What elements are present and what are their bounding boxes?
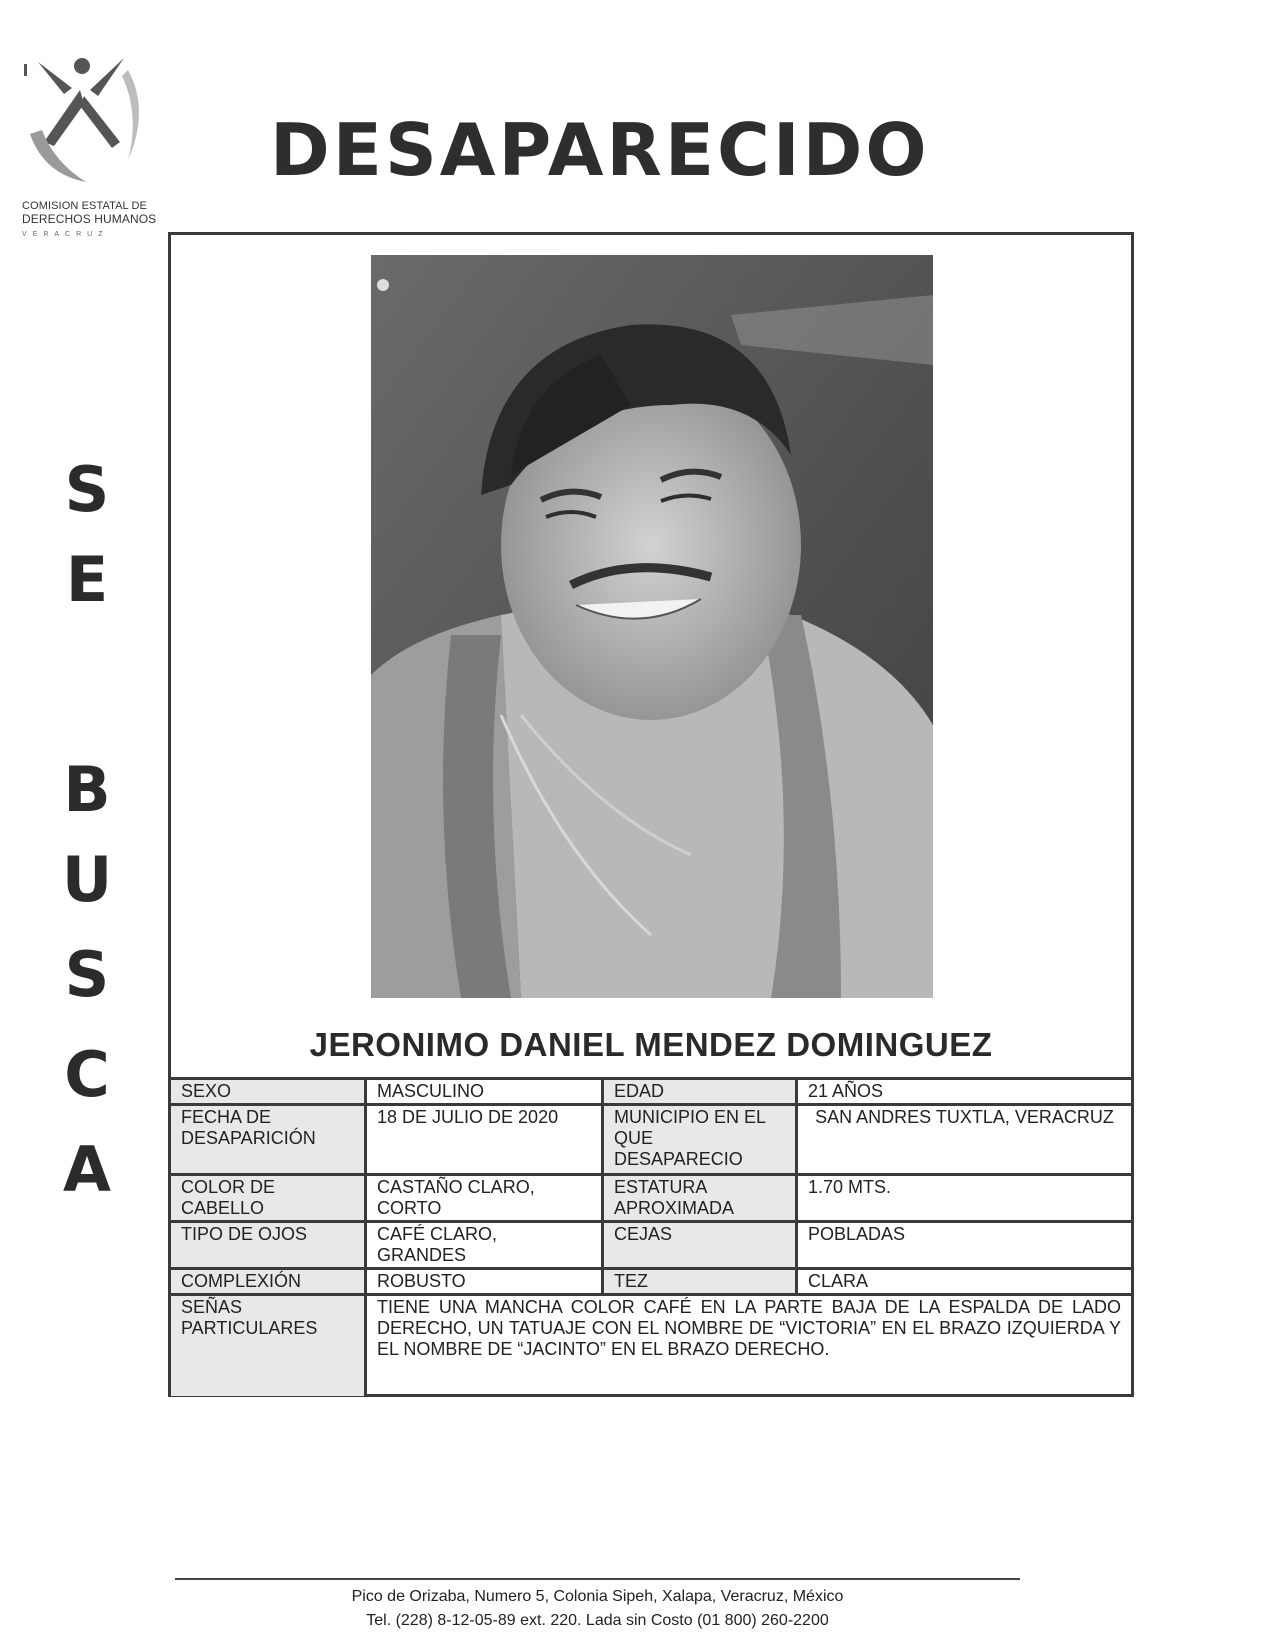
- eyebrows-label: CEJAS: [604, 1223, 798, 1270]
- footer-phone: Tel. (228) 8-12-05-89 ext. 220. Lada sin Costo (01 800) 260-2200: [366, 1612, 829, 1629]
- side-letter: E: [65, 543, 109, 616]
- height-value: 1.70 MTS.: [798, 1176, 1131, 1223]
- disappearance-date-label: FECHA DE DESAPARICIÓN: [171, 1106, 367, 1176]
- age-label: EDAD: [604, 1080, 798, 1106]
- table-row: [171, 1176, 1131, 1223]
- side-letter: C: [64, 1038, 110, 1111]
- side-letter: B: [63, 753, 111, 826]
- footer-address: Pico de Orizaba, Numero 5, Colonia Sipeh, Xalapa, Veracruz, México: [351, 1588, 844, 1605]
- side-letter: A: [63, 1133, 111, 1206]
- organization-logo: [18, 50, 157, 240]
- portrait-image: [371, 255, 933, 998]
- sex-value: MASCULINO: [367, 1080, 604, 1106]
- complexion-label: TEZ: [604, 1270, 798, 1296]
- table-row: [171, 1106, 1131, 1176]
- disappearance-date-value: 18 DE JULIO DE 2020: [367, 1106, 604, 1176]
- height-label: ESTATURA APROXIMADA: [604, 1176, 798, 1223]
- municipality-label: MUNICIPIO EN EL QUE DESAPARECIO: [604, 1106, 798, 1176]
- side-letter: S: [64, 938, 110, 1011]
- side-letter: U: [61, 843, 113, 916]
- distinguishing-marks-label: SEÑAS PARTICULARES: [171, 1296, 367, 1396]
- logo-text-line-3: VERACRUZ: [22, 231, 109, 238]
- logo-text-line-2: DERECHOS HUMANOS: [22, 212, 157, 226]
- table-row: [171, 1270, 1131, 1296]
- distinguishing-marks-value: TIENE UNA MANCHA COLOR CAFÉ EN LA PARTE BAJA DE LA ESPALDA DE LADO DERECHO, UN TATUAJE CON EL NOMBRE DE “VICTORIA” EN EL BRAZO IZQUIERDA Y EL NOMBRE DE “JACINTO” EN EL BRAZO DERECHO.: [377, 1297, 1121, 1359]
- eye-type-label: TIPO DE OJOS: [171, 1223, 367, 1270]
- hair-color-label: COLOR DE CABELLO: [171, 1176, 367, 1223]
- build-value: ROBUSTO: [367, 1270, 604, 1296]
- logo-text-line-1: COMISION ESTATAL DE: [22, 200, 147, 212]
- footer-divider: [175, 1578, 1020, 1580]
- hair-color-value: CASTAÑO CLARO, CORTO: [367, 1176, 604, 1223]
- table-row: [171, 1296, 1131, 1396]
- municipality-value: SAN ANDRES TUXTLA, VERACRUZ: [798, 1106, 1131, 1176]
- page-title: DESAPARECIDO: [270, 108, 930, 192]
- eye-type-value: CAFÉ CLARO, GRANDES: [367, 1223, 604, 1270]
- person-photo: [371, 255, 933, 998]
- eyebrows-value: POBLADAS: [798, 1223, 1131, 1270]
- person-name: JERONIMO DANIEL MENDEZ DOMINGUEZ: [309, 1026, 993, 1063]
- side-letter: S: [64, 453, 110, 526]
- person-details-table: [171, 1077, 1131, 1396]
- age-value: 21 AÑOS: [798, 1080, 1131, 1106]
- logo-emblem-icon: [24, 50, 144, 188]
- table-row: [171, 1080, 1131, 1106]
- poster-frame: [168, 232, 1134, 1397]
- build-label: COMPLEXIÓN: [171, 1270, 367, 1296]
- complexion-value: CLARA: [798, 1270, 1131, 1296]
- table-row: [171, 1223, 1131, 1270]
- sex-label: SEXO: [171, 1080, 367, 1106]
